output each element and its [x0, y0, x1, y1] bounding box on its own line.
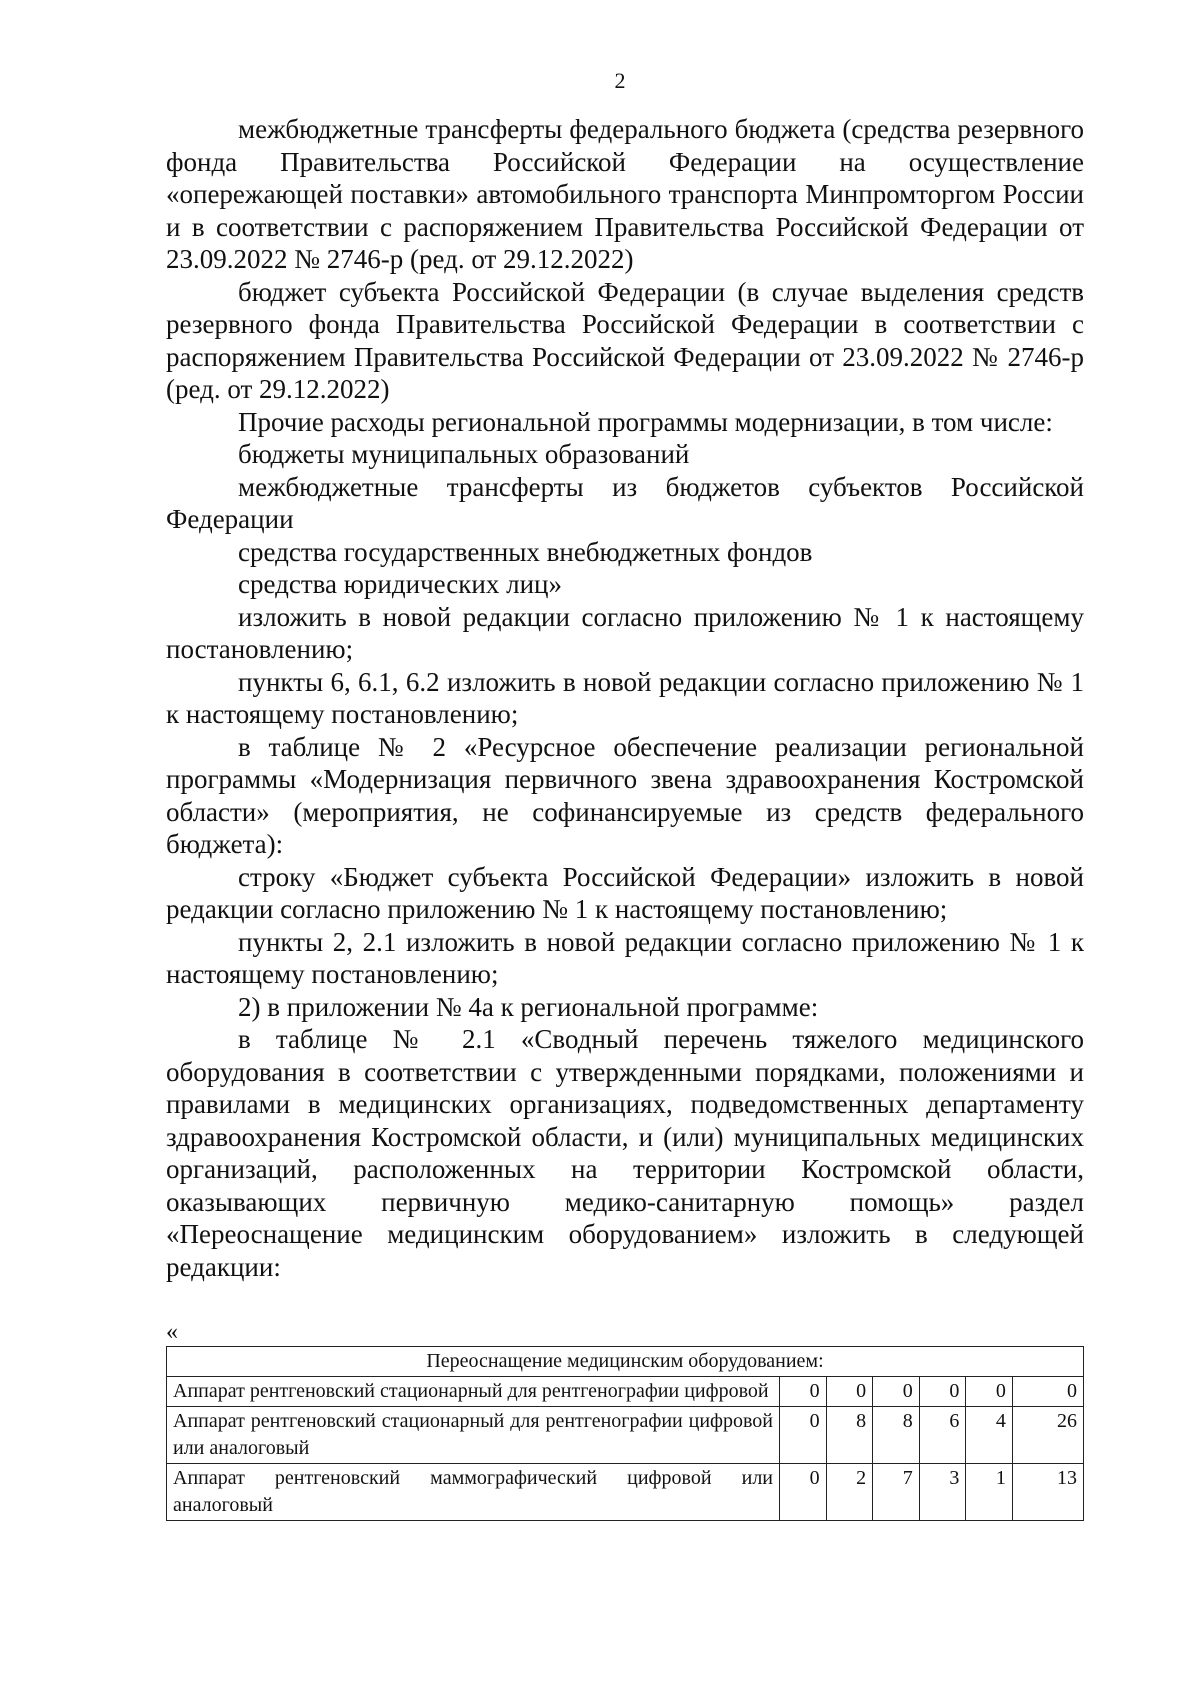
table-cell: 6	[919, 1407, 966, 1464]
table-cell: 0	[826, 1377, 873, 1407]
document-body	[166, 113, 1084, 1283]
equipment-name: Аппарат рентгеновский стационарный для рентгенографии цифровой	[167, 1377, 780, 1407]
equipment-name: Аппарат рентгеновский стационарный для рентгенографии цифровой или аналоговый	[167, 1407, 780, 1464]
table-row	[167, 1407, 1084, 1464]
equipment-name: Аппарат рентгеновский маммографический цифровой или аналоговый	[167, 1464, 780, 1521]
paragraph-municipal-budgets: бюджеты муниципальных образований	[238, 439, 690, 469]
table-cell: 4	[966, 1407, 1013, 1464]
table-cell: 0	[966, 1377, 1013, 1407]
paragraph-points-2: пункты 2, 2.1 изложить в новой редакции согласно приложению № 1 к настоящему постановлению;	[166, 926, 1084, 989]
table-cell: 2	[826, 1464, 873, 1521]
paragraph-extra-budget-funds: средства государственных внебюджетных фондов	[238, 536, 813, 567]
table-cell: 1	[966, 1464, 1013, 1521]
table-row	[167, 1377, 1084, 1407]
paragraph-points-6: пункты 6, 6.1, 6.2 изложить в новой редакции согласно приложению № 1 к настоящему постановлению;	[166, 666, 1084, 729]
paragraph-table-2-1: в таблице № 2.1 «Сводный перечень тяжелого медицинского оборудования в соответствии с утвержденными порядками, положениями и правилами в медицинских организациях, подведомственных департаменту здравоохранения Костромской области, и (или) муниципальных медицинских организаций, расположенных на территории Костромской области, оказывающих первичную медико-санитарную помощь» раздел «Переоснащение медицинским оборудованием» изложить в следующей редакции:	[166, 1024, 1084, 1282]
table-cell: 7	[873, 1464, 920, 1521]
paragraph-table-2: в таблице № 2 «Ресурсное обеспечение реализации региональной программы «Модернизация первичного звена здравоохранения Костромской области» (мероприятия, не софинансируемые из средств федерального бюджета):	[166, 731, 1084, 859]
paragraph-federal-transfers: межбюджетные трансферты федерального бюджета (средства резервного фонда Правительства Российской Федерации на осуществление «опережающей поставки» автомобильного транспорта Минпромторгом России и в соответствии с распоряжением Правительства Российской Федерации от 23.09.2022 № 2746-р (ред. от 29.12.2022)	[166, 114, 1084, 274]
table-cell: 0	[873, 1377, 920, 1407]
table-header-row	[167, 1347, 1084, 1377]
table-cell: 0	[919, 1377, 966, 1407]
table-cell: 0	[780, 1464, 827, 1521]
table-row	[167, 1464, 1084, 1521]
table-cell: 0	[780, 1377, 827, 1407]
table-cell: 3	[919, 1464, 966, 1521]
table-cell-total: 0	[1012, 1377, 1083, 1407]
paragraph-other-expenses: Прочие расходы региональной программы модернизации, в том числе:	[238, 406, 1053, 437]
paragraph-new-edition: изложить в новой редакции согласно приложению № 1 к настоящему постановлению;	[166, 601, 1084, 664]
paragraph-regional-budget: бюджет субъекта Российской Федерации (в случае выделения средств резервного фонда Правительства Российской Федерации в соответствии с распоряжением Правительства Российской Федерации от 23.09.2022 № 2746-р (ред. от 29.12.2022)	[166, 276, 1084, 404]
paragraph-budget-row: строку «Бюджет субъекта Российской Федерации» изложить в новой редакции согласно приложению № 1 к настоящему постановлению;	[166, 861, 1084, 924]
equipment-table	[166, 1346, 1084, 1521]
paragraph-interbudget-transfers: межбюджетные трансферты из бюджетов субъектов Российской Федерации	[166, 471, 1084, 534]
table-cell-total: 26	[1012, 1407, 1083, 1464]
table-cell-total: 13	[1012, 1464, 1083, 1521]
table-header: Переоснащение медицинским оборудованием:	[167, 1347, 1084, 1377]
page-number: 2	[614, 68, 626, 93]
table-cell: 8	[873, 1407, 920, 1464]
paragraph-appendix-4a: 2) в приложении № 4а к региональной программе:	[238, 991, 819, 1022]
opening-quote: «	[166, 1319, 178, 1345]
paragraph-legal-entities: средства юридических лиц»	[238, 569, 562, 599]
table-cell: 0	[780, 1407, 827, 1464]
table-cell: 8	[826, 1407, 873, 1464]
